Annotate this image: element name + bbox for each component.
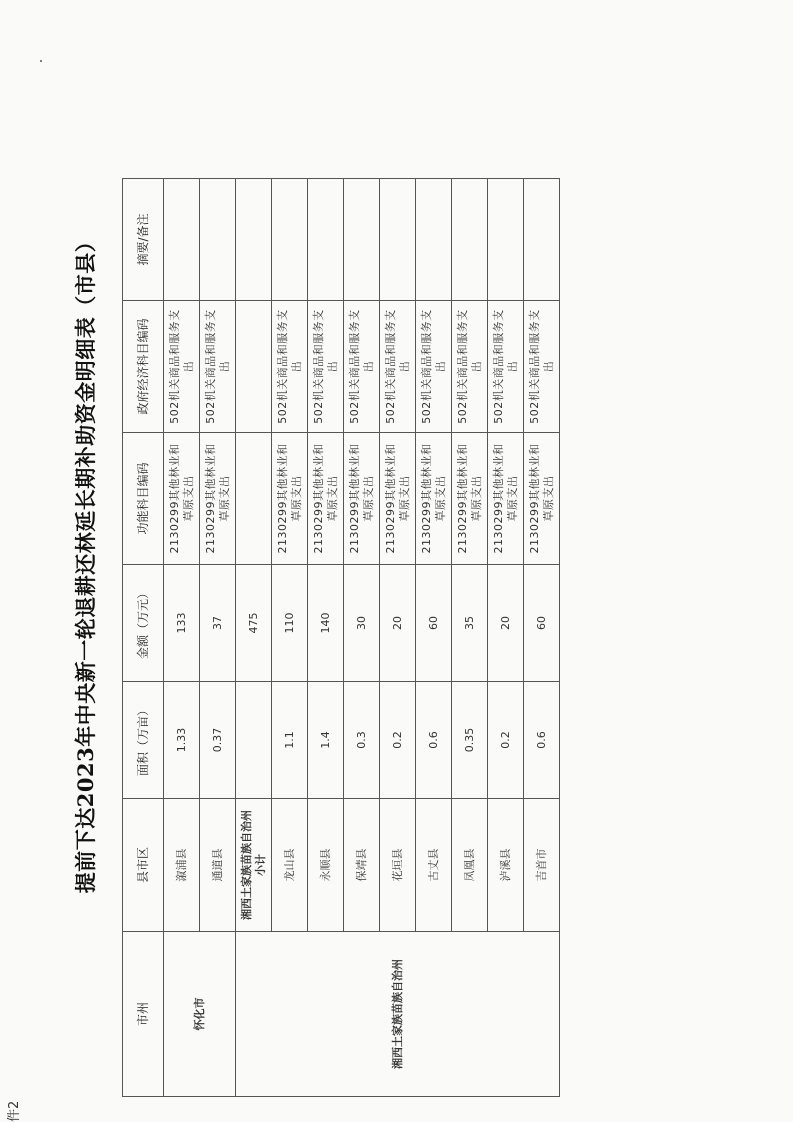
econ-code-cell: 502机关商品和服务支出 [488, 301, 524, 433]
table-row [164, 179, 200, 1097]
amount-cell: 37 [200, 565, 236, 682]
area-cell: 0.6 [524, 682, 560, 799]
econ-code-cell: 502机关商品和服务支出 [272, 301, 308, 433]
func-code-cell [236, 433, 272, 565]
remark-cell [380, 179, 416, 301]
county-cell: 吉首市 [524, 799, 560, 932]
amount-cell: 20 [488, 565, 524, 682]
func-code-cell: 2130299其他林业和草原支出 [164, 433, 200, 565]
remark-cell [236, 179, 272, 301]
func-code-cell: 2130299其他林业和草原支出 [200, 433, 236, 565]
county-cell: 古丈县 [416, 799, 452, 932]
document-title: 提前下达2023年中央新一轮退耕还林延长期补助资金明细表（市县） [73, 230, 98, 894]
func-code-cell: 2130299其他林业和草原支出 [488, 433, 524, 565]
func-code-cell: 2130299其他林业和草原支出 [344, 433, 380, 565]
remark-cell [452, 179, 488, 301]
area-cell [236, 682, 272, 799]
county-cell: 保靖县 [344, 799, 380, 932]
county-cell: 通道县 [200, 799, 236, 932]
header-county: 县市区 [123, 799, 164, 932]
amount-cell: 140 [308, 565, 344, 682]
area-cell: 0.37 [200, 682, 236, 799]
func-code-cell: 2130299其他林业和草原支出 [524, 433, 560, 565]
remark-cell [416, 179, 452, 301]
econ-code-cell: 502机关商品和服务支出 [452, 301, 488, 433]
econ-code-cell: 502机关商品和服务支出 [164, 301, 200, 433]
area-cell: 1.33 [164, 682, 200, 799]
header-econ-code: 政府经济科目编码 [123, 301, 164, 433]
funding-table [122, 178, 560, 1097]
remark-cell [272, 179, 308, 301]
city-cell: 湘西土家族苗族自治州 [236, 932, 560, 1097]
func-code-cell: 2130299其他林业和草原支出 [416, 433, 452, 565]
header-city: 市州 [123, 932, 164, 1097]
header-remark: 摘要/备注 [123, 179, 164, 301]
area-cell: 1.1 [272, 682, 308, 799]
econ-code-cell: 502机关商品和服务支出 [524, 301, 560, 433]
county-cell: 花垣县 [380, 799, 416, 932]
attachment-label: 件2 [7, 1100, 22, 1122]
county-cell: 凤凰县 [452, 799, 488, 932]
county-cell: 溆浦县 [164, 799, 200, 932]
table-header-row [123, 179, 164, 1097]
func-code-cell: 2130299其他林业和草原支出 [380, 433, 416, 565]
econ-code-cell: 502机关商品和服务支出 [200, 301, 236, 433]
remark-cell [200, 179, 236, 301]
amount-cell: 60 [416, 565, 452, 682]
area-cell: 0.2 [380, 682, 416, 799]
remark-cell [164, 179, 200, 301]
remark-cell [488, 179, 524, 301]
header-area: 面积（万亩） [123, 682, 164, 799]
amount-cell: 60 [524, 565, 560, 682]
area-cell: 0.2 [488, 682, 524, 799]
econ-code-cell: 502机关商品和服务支出 [308, 301, 344, 433]
header-amount: 金额（万元） [123, 565, 164, 682]
table-row [236, 179, 272, 1097]
func-code-cell: 2130299其他林业和草原支出 [272, 433, 308, 565]
header-func-code: 功能科目编码 [123, 433, 164, 565]
amount-cell: 30 [344, 565, 380, 682]
econ-code-cell: 502机关商品和服务支出 [416, 301, 452, 433]
remark-cell [344, 179, 380, 301]
func-code-cell: 2130299其他林业和草原支出 [308, 433, 344, 565]
county-cell: 龙山县 [272, 799, 308, 932]
func-code-cell: 2130299其他林业和草原支出 [452, 433, 488, 565]
county-cell: 永顺县 [308, 799, 344, 932]
econ-code-cell: 502机关商品和服务支出 [344, 301, 380, 433]
amount-cell: 35 [452, 565, 488, 682]
area-cell: 0.35 [452, 682, 488, 799]
subtotal-label-cell: 湘西土家族苗族自治州小计 [236, 799, 272, 932]
subtotal-amount-cell: 475 [236, 565, 272, 682]
econ-code-cell: 502机关商品和服务支出 [380, 301, 416, 433]
county-cell: 泸溪县 [488, 799, 524, 932]
econ-code-cell [236, 301, 272, 433]
amount-cell: 110 [272, 565, 308, 682]
amount-cell: 133 [164, 565, 200, 682]
amount-cell: 20 [380, 565, 416, 682]
area-cell: 1.4 [308, 682, 344, 799]
remark-cell [524, 179, 560, 301]
remark-cell [308, 179, 344, 301]
area-cell: 0.3 [344, 682, 380, 799]
area-cell: 0.6 [416, 682, 452, 799]
city-cell: 怀化市 [164, 932, 236, 1097]
